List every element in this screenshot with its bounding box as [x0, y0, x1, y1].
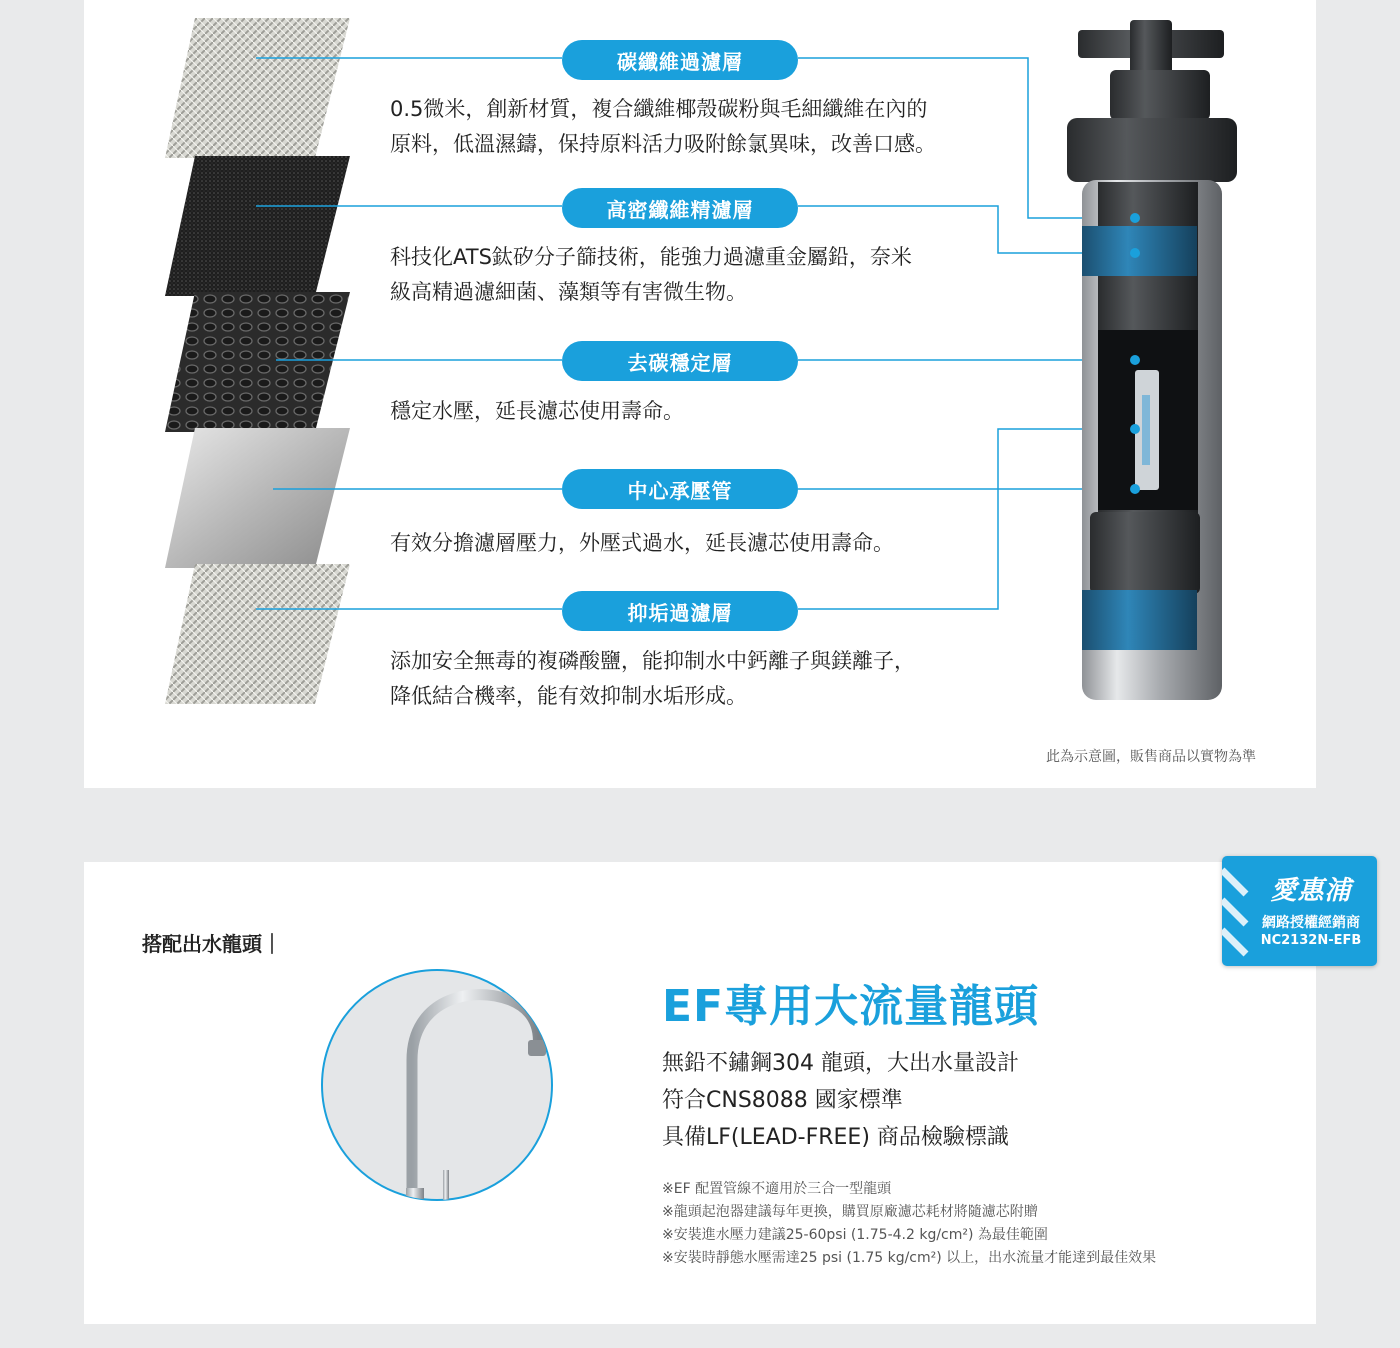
feature-line: 具備LF(LEAD-FREE) 商品檢驗標識: [662, 1125, 1009, 1150]
note-line: ※安裝進水壓力建議25-60psi (1.75-4.2 kg/cm²) 為最佳範圍: [662, 1227, 1048, 1243]
layer-title-carbon-fiber: 碳纖維過濾層: [562, 40, 798, 80]
layer-title-decarbon: 去碳穩定層: [562, 341, 798, 381]
section-label: 搭配出水龍頭｜: [142, 932, 282, 956]
note-line: ※安裝時靜態水壓需達25 psi (1.75 kg/cm²) 以上，出水流量才能達到最佳效果: [662, 1250, 1157, 1266]
layer-title-center-tube: 中心承壓管: [562, 469, 798, 509]
note-line: ※龍頭起泡器建議每年更換，購買原廠濾芯耗材將隨濾芯附贈: [662, 1204, 1038, 1220]
badge-model: NC2132N-EFB: [1260, 933, 1362, 948]
layer-title-high-density: 高密纖維精濾層: [562, 188, 798, 228]
authorized-dealer-badge[interactable]: [1222, 856, 1377, 966]
desc-line: 添加安全無毒的複磷酸鹽，能抑制水中鈣離子與鎂離子，: [390, 649, 915, 673]
feature-line: 無鉛不鏽鋼304 龍頭，大出水量設計: [662, 1051, 1019, 1076]
desc-line: 原料，低溫濕鑄，保持原料活力吸附餘氯異味，改善口感。: [390, 132, 936, 156]
desc-line: 0.5微米，創新材質，複合纖維椰殼碳粉與毛細纖維在內的: [390, 97, 928, 121]
faucet-features: [662, 1045, 1019, 1156]
desc-line: 有效分擔濾層壓力，外壓式過水，延長濾芯使用壽命。: [390, 531, 894, 555]
badge-subtitle: 網路授權經銷商: [1262, 915, 1360, 931]
desc-line: 穩定水壓，延長濾芯使用壽命。: [390, 399, 684, 423]
brand-logo: 愛惠浦: [1270, 876, 1352, 906]
desc-line: 降低結合機率，能有效抑制水垢形成。: [390, 684, 747, 708]
layer-title-scale-inhibitor: 抑垢過濾層: [562, 591, 798, 631]
faucet-title: EF專用大流量龍頭: [662, 981, 1040, 1032]
faucet-notes: [662, 1178, 1156, 1270]
illustration-disclaimer: 此為示意圖，販售商品以實物為準: [1046, 749, 1256, 765]
note-line: ※EF 配置管線不適用於三合一型龍頭: [662, 1181, 892, 1197]
desc-line: 科技化ATS鈦矽分子篩技術，能強力過濾重金屬鉛，奈米: [390, 245, 912, 269]
desc-line: 級高精過濾細菌、藻類等有害微生物。: [390, 280, 747, 304]
feature-line: 符合CNS8088 國家標準: [662, 1088, 903, 1113]
